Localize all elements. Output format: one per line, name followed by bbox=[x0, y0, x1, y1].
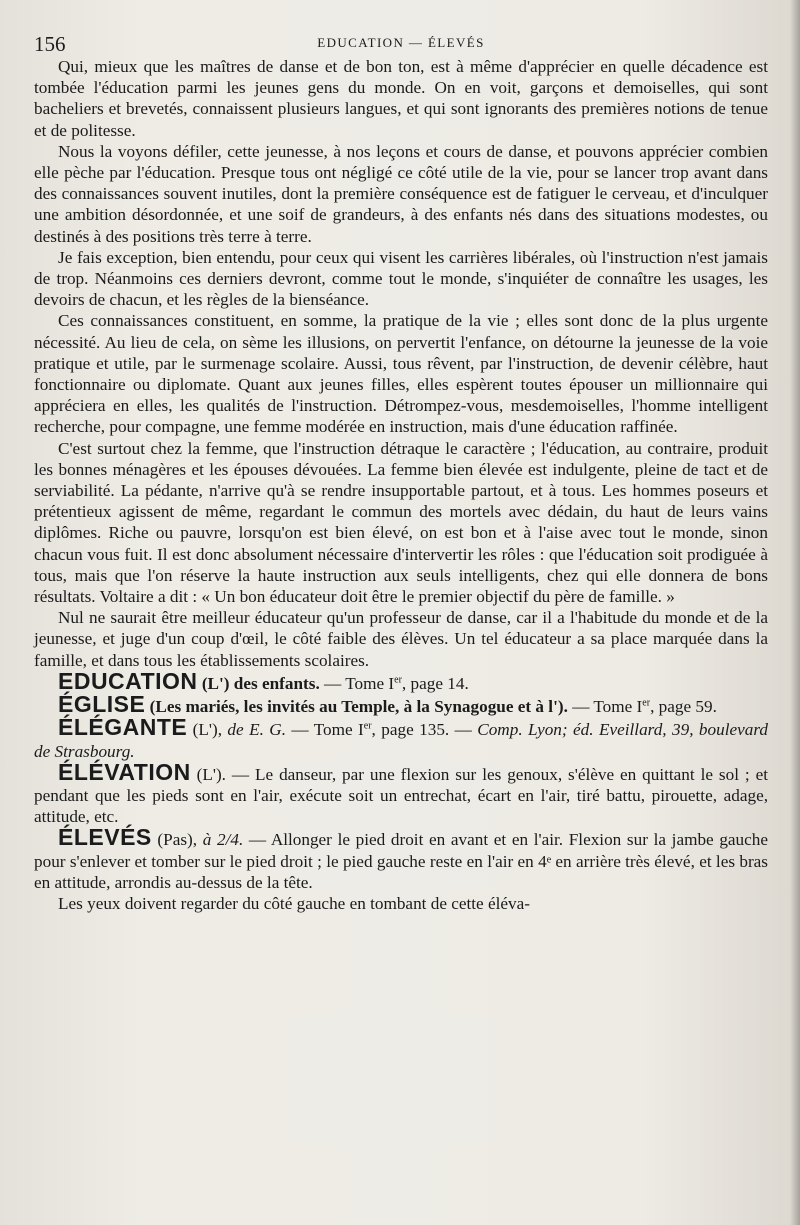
entry-headword: ÉGLISE bbox=[58, 691, 146, 718]
entry-reference-end: , page 135. — bbox=[371, 720, 478, 740]
paragraph-continuation: Les yeux doivent regarder du côté gauche en tombant de cette éléva- bbox=[58, 893, 530, 913]
entry-elegante bbox=[34, 714, 768, 761]
entry-label: (L'). bbox=[190, 764, 226, 784]
entry-reference-end: , page 59. bbox=[650, 697, 717, 717]
entry-label: (Les mariés, les invités au Temple, à la Synagogue et à l'). bbox=[145, 697, 568, 717]
entry-reference-sup: er bbox=[394, 674, 402, 686]
entry-eleves bbox=[34, 824, 768, 893]
paragraph-6: Nul ne saurait être meilleur éducateur qu'un professeur de danse, car il a l'habitude du monde et de la jeunesse, et juge d'un coup d'œil, le côté faible des élèves. Un tel éducateur a sa place marquée dans la famille, et dans tous les établissements scolaires. bbox=[34, 608, 768, 670]
entry-edition: Comp. Lyon; éd. Eveillard, 39, boulevard de Strasbourg. bbox=[34, 720, 768, 761]
paragraph-5: C'est surtout chez la femme, que l'instruction détraque le caractère ; l'éducation, au contraire, produit les bonnes ménagères et les épouses dévouées. La femme bien élevée est indulgente, pleine de tact et de serviabilité. La pédante, n'arrive qu'à se rendre insupportable partout, et à tous. Les hommes poseurs et prétentieux agissent de même, regardant le commun des mortels avec dédain, du haut de leurs vains diplômes. Riche ou pauvre, lorsqu'on est bien élevé, on est bon et à l'aise avec tout le monde, sinon chacun vous fuit. Il est donc absolument nécessaire d'intervertir les rôles : que l'éducation soit prodiguée à tous, mais que l'on réserve la haute instruction aux seuls intelligents, chez qui elle donnera de bons résultats. Voltaire a dit : « Un bon éducateur doit être le premier objectif du père de famille. » bbox=[34, 438, 768, 607]
entry-reference-sup: er bbox=[642, 697, 651, 709]
entry-label: (Pas), bbox=[151, 830, 203, 850]
entry-elevation bbox=[34, 758, 768, 828]
entry-headword: ÉLÉVATION bbox=[58, 758, 191, 785]
entry-reference-end: , page 14. bbox=[401, 673, 469, 693]
entry-reference-sup: er bbox=[363, 720, 372, 732]
running-head: EDUCATION — ÉLEVÉS bbox=[317, 35, 485, 50]
entry-reference: — Tome I bbox=[319, 673, 395, 693]
paragraph-3: Je fais exception, bien entendu, pour ceux qui visent les carrières libérales, où l'instruction n'est jamais de trop. Néanmoins ces derniers devront, comme tout le monde, s'inquiéter de connaître les usages, les devoirs de chacun, et les règles de la bienséance. bbox=[34, 247, 768, 310]
paragraph-2: Nous la voyons défiler, cette jeunesse, à nos leçons et cours de danse, et pouvons apprécier combien elle pèche par l'éducation. Presque tous ont négligé ce côté utile de la vie, pour se lancer trop avant dans des connaissances souvent inutiles, dont la première conséquence est de fatiguer le cerveau, et d'inculquer une ambition désordonnée, et une soif de grandeurs, à des enfants nés dans des situations modestes, ou destinés à des positions très terre à terre. bbox=[34, 141, 768, 246]
body-text bbox=[34, 56, 768, 914]
page-number: 156 bbox=[34, 32, 66, 56]
entry-text: — Le danseur, par une flexion sur les genoux, s'élève en quittant le sol ; et pendant que les pieds sont en l'air, exécute soit un entrechat, écart en l'air, tiré battu, pirouette, adage, attitude, etc. bbox=[34, 764, 768, 827]
entry-author: de E. G. bbox=[227, 720, 286, 740]
entry-reference: — Tome I bbox=[286, 720, 364, 740]
page-header bbox=[34, 28, 768, 56]
entry-label: (L') des enfants. bbox=[201, 673, 320, 693]
entry-headword: ÉLÉGANTE bbox=[58, 714, 188, 741]
paragraph-4: Ces connaissances constituent, en somme, la pratique de la vie ; elles sont donc de la plus urgente nécessité. Au lieu de cela, on sème les illusions, on pervertit l'enfance, on détourne la jeunesse de la voie pratique et utile, par le surmenage scolaire. Aussi, tous rêvent, par l'instruction, de devenir célèbre, haut fonctionnaire ou diplomate. Quant aux jeunes filles, elles espèrent toutes épouser un millionnaire qui appréciera en elles, les qualités de l'instruction. Détrompez-vous, mesdemoiselles, l'homme intelligent recherche, pour compagne, une femme modérée en instruction, mais d'une éducation raffinée. bbox=[34, 311, 768, 437]
entry-headword: ÉLEVÉS bbox=[58, 824, 152, 851]
paragraph-1: Qui, mieux que les maîtres de danse et de bon ton, est à même d'apprécier en quelle décadence est tombée l'éducation parmi les jeunes gens du monde. On en voit, garçons et demoiselles, qui sont bacheliers et brevetés, connaissent plusieurs langues, et qui sont ignorants des premières notions de tenue et de politesse. bbox=[34, 57, 768, 140]
entry-text: — Allonger le pied droit en avant et en l'air. Flexion sur la jambe gauche pour s'enlever et tomber sur le pied droit ; le pied gauche reste en l'air en 4ᵉ en arrière très élevé, et les bras en attitude, arrondis au-dessus de la tête. bbox=[34, 830, 768, 892]
entry-reference: — Tome I bbox=[567, 697, 643, 717]
entry-measure: à 2/4. bbox=[202, 830, 244, 850]
entry-headword: EDUCATION bbox=[58, 667, 198, 694]
entry-label: (L'), bbox=[187, 720, 228, 740]
